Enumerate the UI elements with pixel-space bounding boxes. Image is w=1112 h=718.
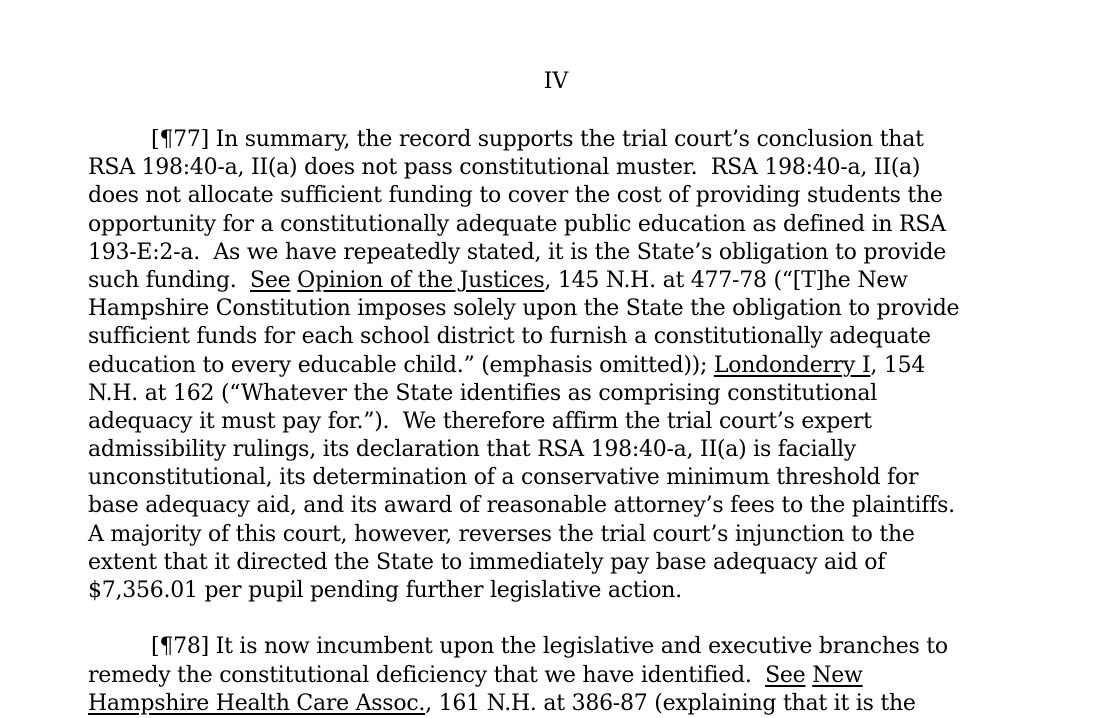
paragraph-line bbox=[88, 408, 1078, 436]
text-run: , 145 N.H. at 477-78 (“[T]he New bbox=[544, 267, 908, 293]
paragraph-line bbox=[88, 126, 1078, 154]
paragraph-line bbox=[88, 380, 1078, 408]
citation-underlined: Londonderry I bbox=[713, 352, 871, 378]
text-run: RSA 198:40-a, II(a) does not pass constitutional muster. RSA 198:40-a, II(a) bbox=[88, 155, 921, 181]
text-run: admissibility rulings, its declaration that RSA 198:40-a, II(a) is facially bbox=[88, 437, 856, 463]
text-run: [¶77] In summary, the record supports the trial court’s conclusion that bbox=[151, 127, 924, 152]
paragraph-line bbox=[88, 662, 1078, 690]
paragraph-line bbox=[88, 267, 1078, 295]
text-run: remedy the constitutional deficiency that we have identified. bbox=[88, 662, 766, 688]
paragraph-line bbox=[88, 464, 1078, 492]
text-run: education to every educable child.” (emphasis omitted)); bbox=[88, 352, 714, 378]
text-run: sufficient funds for each school district to furnish a constitutionally adequate bbox=[88, 324, 931, 350]
paragraph-line bbox=[88, 182, 1078, 210]
paragraph-line bbox=[88, 492, 1078, 520]
paragraph-line bbox=[88, 690, 1078, 718]
text-run: extent that it directed the State to immediately pay base adequacy aid of bbox=[88, 549, 886, 575]
text-run: [¶78] It is now incumbent upon the legislative and executive branches to bbox=[151, 634, 948, 660]
citation-underlined: Opinion of the Justices bbox=[297, 267, 545, 293]
text-run: , 161 N.H. at 386-87 (explaining that it is the bbox=[425, 690, 916, 716]
text-run: opportunity for a constitutionally adequate public education as defined in RSA bbox=[88, 211, 946, 237]
paragraph-line bbox=[88, 436, 1078, 464]
paragraph-line bbox=[88, 239, 1078, 267]
paragraph-gap bbox=[88, 605, 1078, 633]
citation-underlined: See bbox=[250, 267, 291, 293]
paragraph-line bbox=[88, 521, 1078, 549]
paragraph-line bbox=[88, 323, 1078, 351]
paragraph-line bbox=[88, 577, 1078, 605]
text-run: A majority of this court, however, reverses the trial court’s injunction to the bbox=[88, 521, 915, 547]
citation-underlined: Hampshire Health Care Assoc. bbox=[88, 690, 426, 716]
document-body bbox=[88, 126, 1078, 718]
text-run: such funding. bbox=[88, 267, 251, 293]
text-run: adequacy it must pay for.”). We therefore affirm the trial court’s expert bbox=[88, 408, 872, 434]
section-heading: IV bbox=[543, 69, 569, 94]
citation-underlined: See bbox=[765, 662, 806, 688]
paragraph-line bbox=[88, 352, 1078, 380]
text-run: unconstitutional, its determination of a conservative minimum threshold for bbox=[88, 465, 919, 491]
text-run: Hampshire Constitution imposes solely upon the State the obligation to provide bbox=[88, 296, 960, 322]
paragraph-line bbox=[88, 295, 1078, 323]
text-run: $7,356.01 per pupil pending further legislative action. bbox=[88, 578, 682, 603]
text-run: base adequacy aid, and its award of reasonable attorney’s fees to the plaintiffs. bbox=[88, 493, 955, 519]
paragraph-line bbox=[88, 154, 1078, 182]
citation-underlined: New bbox=[812, 662, 863, 688]
text-run: 193-E:2-a. As we have repeatedly stated, it is the State’s obligation to provide bbox=[88, 239, 946, 265]
paragraph-line bbox=[88, 549, 1078, 577]
paragraph-line bbox=[88, 211, 1078, 239]
text-run: does not allocate sufficient funding to cover the cost of providing students the bbox=[88, 183, 943, 209]
paragraph-line bbox=[88, 633, 1078, 661]
text-run: N.H. at 162 (“Whatever the State identifies as comprising constitutional bbox=[88, 380, 878, 406]
text-run: , 154 bbox=[870, 352, 926, 378]
